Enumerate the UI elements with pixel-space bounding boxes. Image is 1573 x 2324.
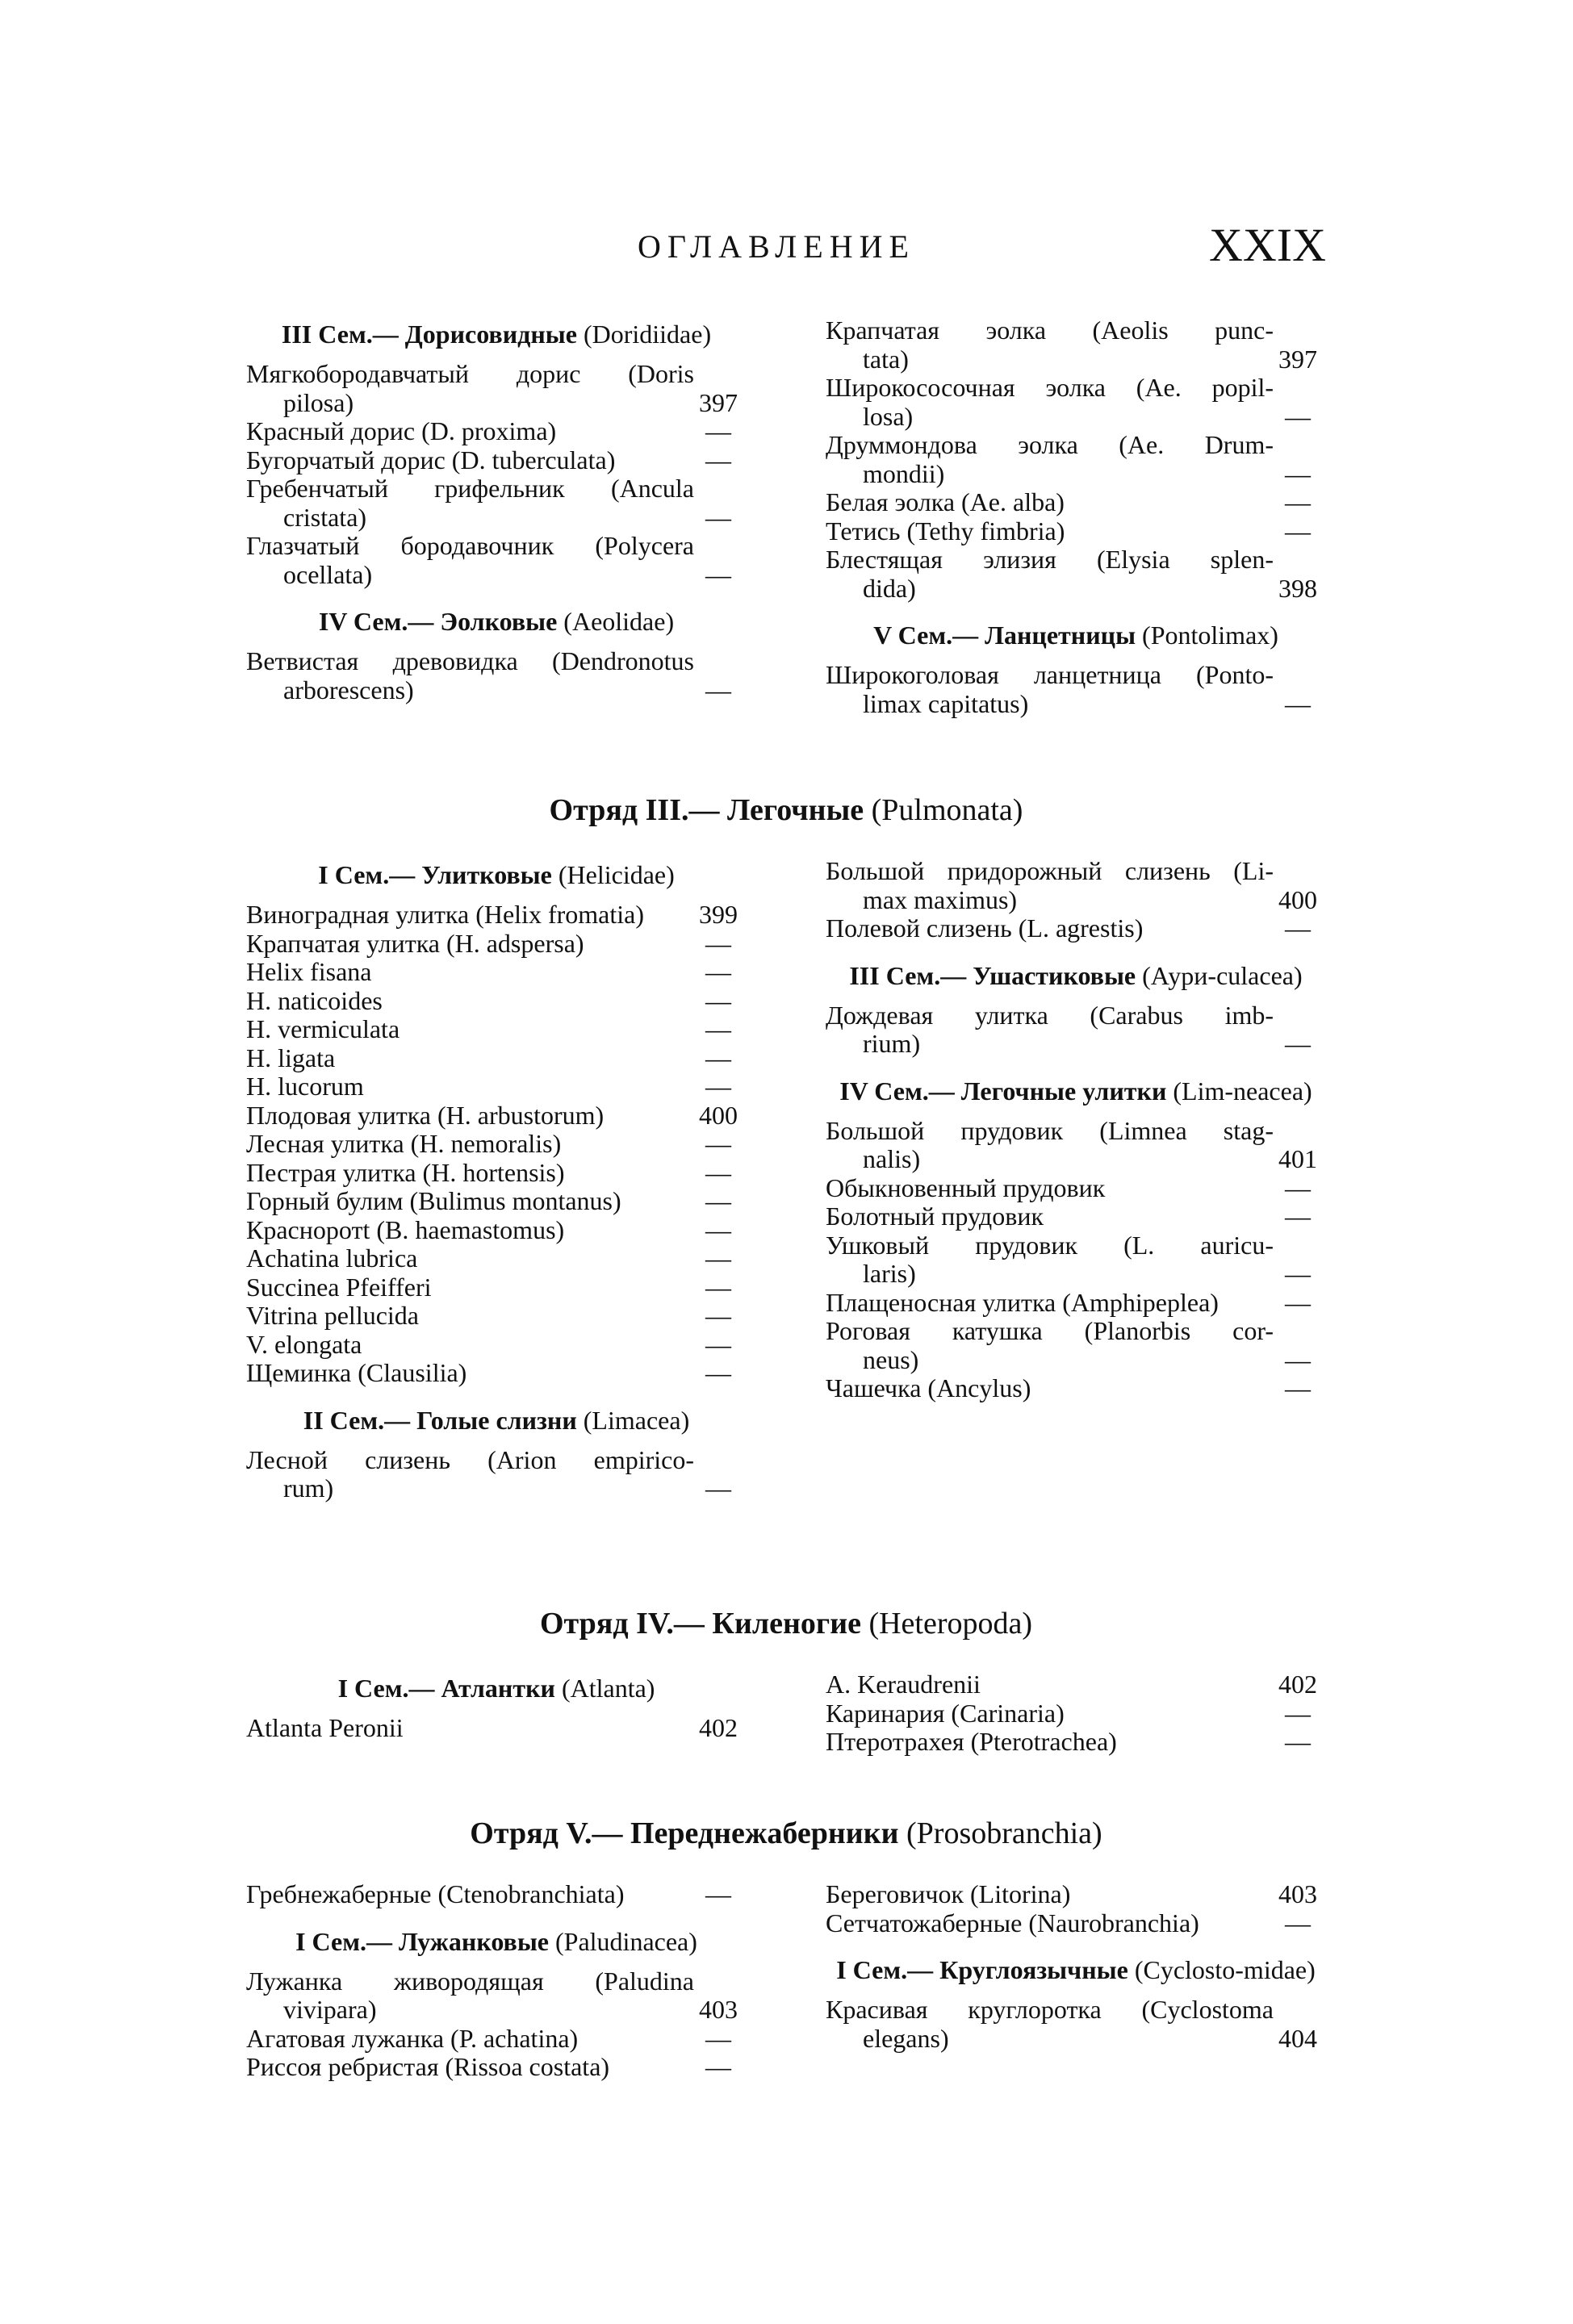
- toc-entry[interactable]: [826, 1174, 1326, 1203]
- entry-page: —: [705, 2052, 731, 2081]
- entry-title: Плащеносная улитка (Amphipeplea): [826, 1287, 1219, 1317]
- family-label: I Сем.—: [295, 1926, 393, 1956]
- entry-title-continued: elegans): [863, 2024, 949, 2053]
- entry-title: Каринария (Carinaria): [826, 1698, 1065, 1728]
- entry-page: —: [1285, 1172, 1311, 1202]
- entry-page: —: [1285, 1287, 1311, 1317]
- entry-page: —: [1285, 1344, 1311, 1374]
- entry-title-continued: arborescens): [283, 675, 414, 704]
- toc-entry[interactable]: [246, 1015, 747, 1044]
- entry-title: H. lucorum: [246, 1072, 364, 1101]
- entry-title-continued: mondii): [863, 459, 945, 488]
- entry-title: Гребнежаберные (Ctenobranchiata): [246, 1879, 625, 1908]
- entry-page: —: [705, 445, 731, 474]
- entry-title: Щеминка (Clausilia): [246, 1358, 467, 1387]
- entry-title: Обыкновенный прудовик: [826, 1172, 1106, 1202]
- toc-entry[interactable]: [246, 1273, 747, 1302]
- entry-title-continued: neus): [863, 1345, 919, 1374]
- order-label: Отряд V.—: [470, 1816, 623, 1850]
- toc-entry[interactable]: [246, 1331, 747, 1360]
- entry-title: Крапчатая эолка (Aeolis punc-: [826, 316, 1274, 345]
- family-heading: [246, 1406, 747, 1435]
- toc-entry[interactable]: [826, 1289, 1326, 1318]
- toc-entry[interactable]: [826, 517, 1326, 546]
- left-column: [246, 1880, 747, 2082]
- entry-title: Широкоголовая ланцетница (Ponto-: [826, 660, 1274, 689]
- toc-entry[interactable]: [246, 1446, 747, 1503]
- family-label: III Сем.—: [849, 960, 967, 990]
- page-header: [246, 218, 1326, 274]
- toc-entry[interactable]: [826, 1317, 1326, 1374]
- toc-entry[interactable]: [246, 1101, 747, 1131]
- right-column: [826, 316, 1326, 718]
- toc-entry[interactable]: [246, 1159, 747, 1188]
- toc-entry[interactable]: [826, 1374, 1326, 1403]
- entry-page: —: [1285, 1698, 1311, 1728]
- entry-title: Полевой слизень (L. agrestis): [826, 913, 1144, 943]
- toc-entry[interactable]: [826, 857, 1326, 914]
- entry-page: —: [1285, 1373, 1311, 1402]
- entry-title: Друммондова эолка (Ae. Drum-: [826, 430, 1274, 459]
- entry-page: —: [705, 1014, 731, 1043]
- toc-entry[interactable]: [246, 1044, 747, 1073]
- entry-title: Тетись (Tethy fimbria): [826, 516, 1065, 545]
- entry-page: —: [705, 1157, 731, 1187]
- page-title: ОГЛАВЛЕНИЕ: [638, 228, 915, 265]
- entry-title-continued: tata): [863, 345, 909, 374]
- family-label: V Сем.—: [873, 621, 979, 650]
- entry-title: Vitrina pellucida: [246, 1301, 419, 1330]
- family-name: Улитковые: [421, 860, 552, 889]
- entry-page: —: [705, 1186, 731, 1215]
- order-name: Переднежаберники: [630, 1816, 899, 1850]
- entry-title-continued: cristata): [283, 503, 367, 532]
- family-latin: (Paludinacea): [555, 1926, 697, 1956]
- toc-entry[interactable]: [826, 1909, 1326, 1938]
- entry-title: Глазчатый бородавочник (Polycera: [246, 531, 694, 560]
- toc-entry[interactable]: [826, 374, 1326, 431]
- entry-page: —: [705, 1473, 731, 1503]
- entry-page: —: [705, 502, 731, 532]
- right-column: [826, 857, 1326, 1503]
- toc-entry[interactable]: [826, 488, 1326, 517]
- toc-entry[interactable]: [826, 1117, 1326, 1174]
- entry-page: —: [705, 1072, 731, 1101]
- entry-page: —: [705, 1879, 731, 1908]
- entry-title: Крапчатая улитка (H. adspersa): [246, 928, 584, 958]
- entry-page: —: [705, 416, 731, 445]
- toc-entry[interactable]: [246, 901, 747, 930]
- entry-title: Succinea Pfeifferi: [246, 1272, 432, 1302]
- entry-page: 401: [1278, 1144, 1317, 1173]
- entry-title-continued: dida): [863, 574, 916, 603]
- entry-title: Гребенчатый грифельник (Ancula: [246, 474, 694, 503]
- entry-page: —: [705, 928, 731, 958]
- family-latin: (Limacea): [583, 1405, 690, 1435]
- entry-title: A. Keraudrenii: [826, 1670, 981, 1699]
- family-latin: (Doridiidae): [583, 320, 712, 349]
- entry-title: Птеротрахея (Pterotrachea): [826, 1727, 1117, 1756]
- entry-page: —: [705, 2023, 731, 2053]
- entry-page: —: [705, 1358, 731, 1387]
- order-heading: [246, 1816, 1326, 1851]
- family-latin: (Aeolidae): [563, 607, 675, 636]
- family-name: Круглоязычные: [939, 1955, 1128, 1984]
- entry-title-continued: nalis): [863, 1145, 921, 1173]
- entry-title: Дождевая улитка (Carabus imb-: [826, 1000, 1274, 1030]
- entry-page: —: [1285, 1727, 1311, 1756]
- family-name: Голые слизни: [416, 1405, 577, 1435]
- toc-entry[interactable]: [246, 1967, 747, 2025]
- family-heading: [826, 1955, 1326, 1984]
- entry-title-continued: rium): [863, 1030, 921, 1058]
- family-label: IV Сем.—: [318, 607, 434, 636]
- toc-entry[interactable]: [246, 647, 747, 704]
- entry-page: —: [705, 1129, 731, 1158]
- toc-entry[interactable]: [826, 914, 1326, 943]
- order-name: Легочные: [727, 793, 864, 827]
- right-column: [826, 1670, 1326, 1757]
- left-column: [246, 857, 747, 1503]
- toc-entry[interactable]: [246, 474, 747, 532]
- entry-page: —: [1285, 1259, 1311, 1288]
- family-latin: (Lim-neacea): [1173, 1076, 1312, 1106]
- entry-page: —: [705, 1244, 731, 1273]
- toc-entry[interactable]: [826, 316, 1326, 374]
- right-column: [826, 1880, 1326, 2082]
- toc-entry[interactable]: [246, 360, 747, 417]
- entry-title: H. ligata: [246, 1043, 336, 1072]
- entry-title: Агатовая лужанка (P. achatina): [246, 2023, 579, 2053]
- entry-title-continued: max maximus): [863, 885, 1018, 914]
- entry-title: Блестящая элизия (Elysia splen-: [826, 545, 1274, 574]
- order-latin: (Pulmonata): [871, 793, 1023, 827]
- family-latin: (Helicidae): [558, 860, 675, 889]
- entry-page: 402: [1278, 1670, 1317, 1699]
- toc-entry[interactable]: [826, 1231, 1326, 1289]
- family-label: IV Сем.—: [839, 1076, 955, 1106]
- toc-entry[interactable]: [826, 1728, 1326, 1757]
- toc-entry[interactable]: [826, 1670, 1326, 1699]
- family-heading: [826, 621, 1326, 650]
- entry-title: Helix fisana: [246, 957, 372, 986]
- family-heading: [826, 961, 1326, 990]
- order-label: Отряд IV.—: [539, 1607, 705, 1641]
- entry-page: 397: [1278, 344, 1317, 374]
- family-name: Ушастиковые: [973, 960, 1136, 990]
- entry-page: —: [1285, 1029, 1311, 1058]
- family-latin: (Cyclosto-midae): [1134, 1955, 1316, 1984]
- entry-title: Ветвистая древовидка (Dendronotus: [246, 646, 694, 675]
- family-name: Эолковые: [440, 607, 558, 636]
- entry-title: Чашечка (Ancylus): [826, 1373, 1031, 1402]
- toc-entry[interactable]: [246, 1880, 747, 1909]
- page-number: XXIX: [1209, 219, 1326, 271]
- family-name: Легочные улитки: [960, 1076, 1167, 1106]
- entry-title: Белая эолка (Ae. alba): [826, 487, 1065, 516]
- entry-page: 403: [699, 1995, 738, 2024]
- entry-page: —: [705, 559, 731, 589]
- entry-title: Красный дорис (D. proxima): [246, 416, 557, 445]
- entry-title: Большой придорожный слизень (Li-: [826, 856, 1274, 885]
- entry-title: Ушковый прудовик (L. auricu-: [826, 1230, 1274, 1260]
- toc-entry[interactable]: [246, 930, 747, 959]
- toc-entry[interactable]: [826, 1996, 1326, 2053]
- entry-page: —: [1285, 458, 1311, 488]
- family-heading: [246, 320, 747, 349]
- family-name: Атлантки: [441, 1674, 555, 1703]
- toc-entry[interactable]: [826, 545, 1326, 603]
- family-label: III Сем.—: [281, 320, 399, 349]
- entry-title: H. naticoides: [246, 985, 383, 1015]
- toc-entry[interactable]: [826, 661, 1326, 718]
- toc-entry[interactable]: [246, 1302, 747, 1331]
- toc-entry[interactable]: [826, 1202, 1326, 1231]
- entry-title-continued: laris): [863, 1260, 916, 1288]
- entry-page: —: [1285, 487, 1311, 516]
- family-latin: (Аури-culacea): [1142, 960, 1303, 990]
- family-latin: (Pontolimax): [1142, 621, 1278, 650]
- toc-entry[interactable]: [246, 1130, 747, 1159]
- section-heteropoda: [246, 1606, 1326, 1757]
- entry-title: Сетчатожаберные (Naurobranchia): [826, 1908, 1199, 1937]
- entry-title: Achatina lubrica: [246, 1244, 418, 1273]
- entry-page: 404: [1278, 2023, 1317, 2053]
- entry-title: Лесной слизень (Arion empirico-: [246, 1444, 694, 1474]
- toc-entry[interactable]: [246, 2053, 747, 2082]
- family-name: Дорисовидные: [404, 320, 577, 349]
- entry-title-continued: losa): [863, 402, 914, 431]
- entry-title: H. vermiculata: [246, 1014, 400, 1043]
- toc-entry[interactable]: [246, 987, 747, 1016]
- entry-page: —: [705, 675, 731, 704]
- entry-page: —: [1285, 1202, 1311, 1231]
- toc-entry[interactable]: [826, 1001, 1326, 1059]
- entry-page: —: [705, 1301, 731, 1330]
- section-pulmonata: [246, 792, 1326, 1503]
- entry-title: Красноротt (B. haemastomus): [246, 1214, 565, 1244]
- family-label: I Сем.—: [836, 1955, 934, 1984]
- order-latin: (Heteropoda): [868, 1607, 1033, 1641]
- family-heading: [246, 607, 747, 636]
- entry-title: Пестрая улитка (H. hortensis): [246, 1157, 565, 1187]
- entry-title: Виноградная улитка (Helix fromatia): [246, 900, 644, 929]
- toc-entry[interactable]: [246, 417, 747, 446]
- entry-title: Плодовая улитка (H. arbustorum): [246, 1100, 605, 1130]
- entry-page: —: [1285, 1908, 1311, 1937]
- entry-page: 400: [1278, 884, 1317, 914]
- toc-entry[interactable]: [246, 1187, 747, 1216]
- family-name: Лужанковые: [399, 1926, 549, 1956]
- entry-title: Риссоя ребристая (Rissoa costata): [246, 2052, 610, 2081]
- entry-title-continued: pilosa): [283, 388, 354, 417]
- toc-entry[interactable]: [246, 1359, 747, 1388]
- entry-page: 403: [1278, 1879, 1317, 1908]
- family-name: Ланцетницы: [985, 621, 1136, 650]
- entry-title-continued: ocellata): [283, 560, 373, 589]
- entry-page: —: [705, 957, 731, 986]
- entry-page: —: [705, 1214, 731, 1244]
- entry-page: —: [1285, 516, 1311, 545]
- entry-title: Atlanta Peronii: [246, 1713, 404, 1742]
- entry-title: Роговая катушка (Planorbis cor-: [826, 1316, 1274, 1345]
- entry-title: Мягкобородавчатый дорис (Doris: [246, 359, 694, 388]
- order-label: Отряд III.—: [549, 793, 720, 827]
- family-label: II Сем.—: [303, 1405, 411, 1435]
- toc-entry[interactable]: [246, 1216, 747, 1245]
- left-column: [246, 316, 747, 718]
- family-latin: (Atlanta): [561, 1674, 655, 1703]
- section-opisthobranchia: [246, 316, 1326, 718]
- entry-title: Широкососочная эолка (Ae. popil-: [826, 373, 1274, 402]
- entry-page: —: [705, 1272, 731, 1302]
- family-label: I Сем.—: [318, 860, 416, 889]
- entry-title: V. elongata: [246, 1329, 362, 1359]
- family-heading: [826, 1076, 1326, 1106]
- entry-page: —: [705, 1329, 731, 1359]
- order-heading: [246, 792, 1326, 828]
- toc-entry[interactable]: [246, 958, 747, 987]
- toc-entry[interactable]: [246, 532, 747, 589]
- entry-title-continued: limax capitatus): [863, 689, 1029, 718]
- entry-title: Горный булим (Bulimus montanus): [246, 1186, 621, 1215]
- entry-page: 399: [699, 900, 738, 929]
- entry-title: Береговичок (Litorina): [826, 1879, 1071, 1908]
- toc-entry[interactable]: [246, 1072, 747, 1101]
- toc-entry[interactable]: [246, 1714, 747, 1743]
- entry-page: 397: [699, 387, 738, 417]
- entry-title: Красивая круглоротка (Cyclostoma: [826, 1995, 1274, 2024]
- entry-page: —: [705, 1043, 731, 1072]
- toc-entry[interactable]: [246, 2025, 747, 2054]
- family-heading: [246, 1927, 747, 1956]
- entry-page: 398: [1278, 573, 1317, 603]
- toc-entry[interactable]: [826, 1699, 1326, 1728]
- entry-page: —: [1285, 401, 1311, 431]
- toc-entry[interactable]: [826, 431, 1326, 488]
- entry-title: Лужанка живородящая (Paludina: [246, 1966, 694, 1996]
- order-heading: [246, 1606, 1326, 1641]
- entry-page: —: [1285, 913, 1311, 943]
- toc-entry[interactable]: [826, 1880, 1326, 1909]
- entry-title: Болотный прудовик: [826, 1202, 1044, 1231]
- entry-page: —: [1285, 688, 1311, 718]
- entry-title: Бугорчатый дорис (D. tuberculata): [246, 445, 616, 474]
- left-column: [246, 1670, 747, 1757]
- entry-page: —: [705, 985, 731, 1015]
- toc-entry[interactable]: [246, 446, 747, 475]
- entry-page: 402: [699, 1713, 738, 1742]
- family-heading: [246, 1674, 747, 1703]
- entry-page: 400: [699, 1100, 738, 1130]
- entry-title-continued: vivipara): [283, 1996, 377, 2024]
- entry-title: Большой прудовик (Limnea stag-: [826, 1115, 1274, 1145]
- entry-title: Лесная улитка (H. nemoralis): [246, 1129, 562, 1158]
- toc-entry[interactable]: [246, 1244, 747, 1273]
- family-heading: [246, 860, 747, 889]
- family-label: I Сем.—: [337, 1674, 435, 1703]
- entry-title-continued: rum): [283, 1474, 334, 1503]
- order-latin: (Prosobranchia): [906, 1816, 1102, 1850]
- order-name: Киленогие: [712, 1607, 861, 1641]
- section-prosobranchia: [246, 1816, 1326, 2082]
